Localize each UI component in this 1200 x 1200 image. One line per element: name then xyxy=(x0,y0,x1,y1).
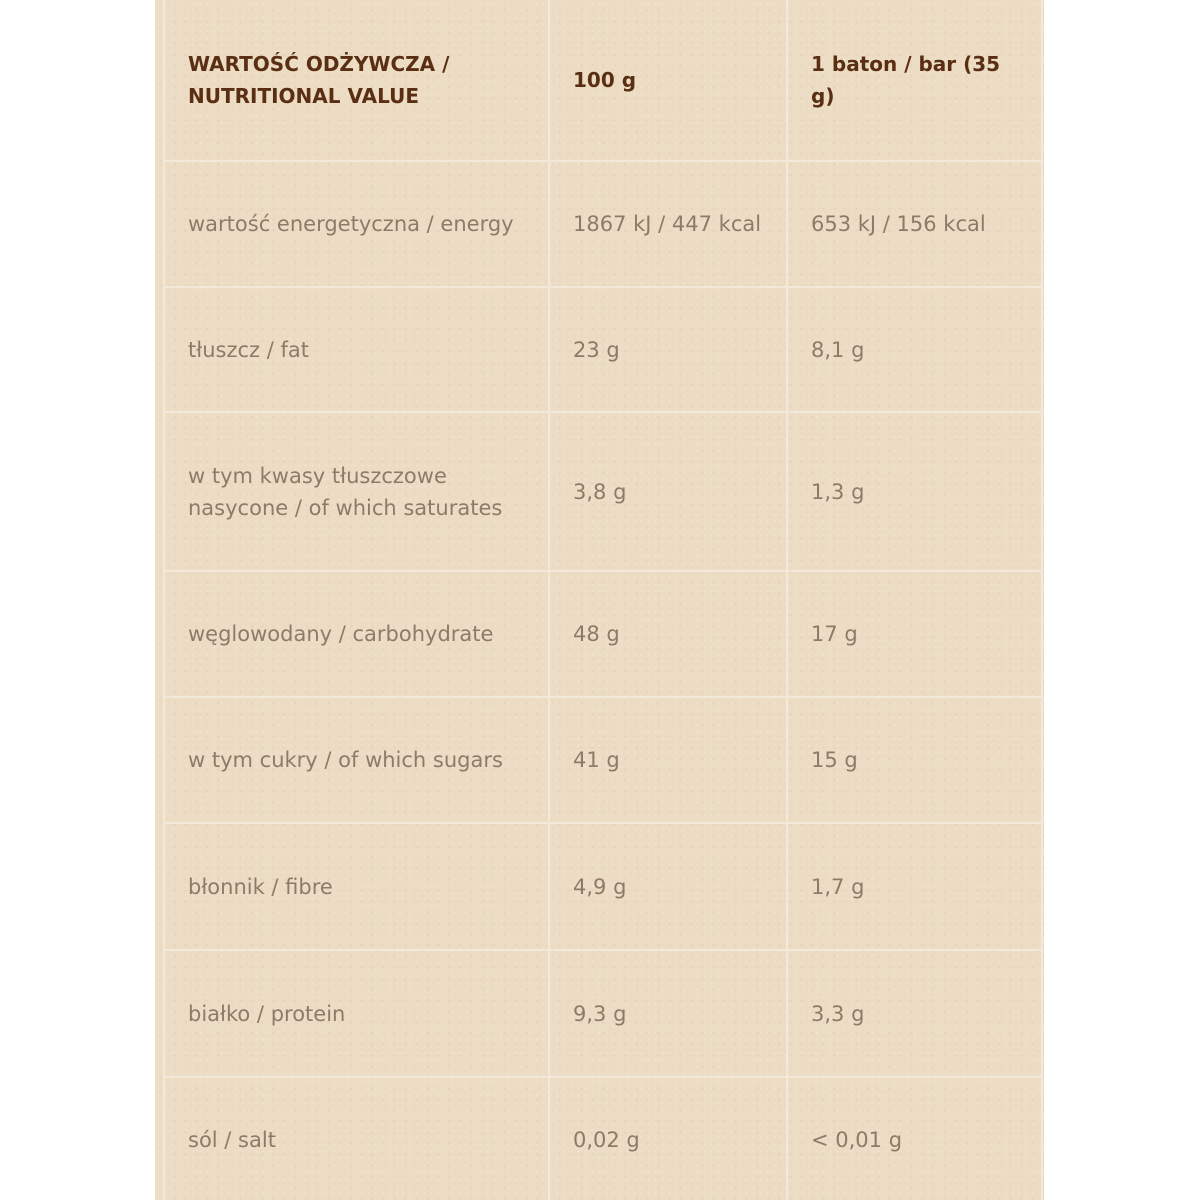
value-per-100g: 3,8 g xyxy=(549,412,787,571)
header-nutritional-value: WARTOŚĆ ODŻYWCZA / NUTRITIONAL VALUE xyxy=(164,0,549,161)
header-per-bar: 1 baton / bar (35 g) xyxy=(787,0,1042,161)
value-per-bar: 1,7 g xyxy=(787,823,1042,950)
row-label: wartość energetyczna / energy xyxy=(164,161,549,287)
row-label: tłuszcz / fat xyxy=(164,287,549,412)
table-row-protein xyxy=(164,950,1042,1077)
nutrition-table xyxy=(163,0,1043,1200)
header-per-100g: 100 g xyxy=(549,0,787,161)
row-label: sól / salt xyxy=(164,1077,549,1200)
row-label: błonnik / fibre xyxy=(164,823,549,950)
table-row-carbohydrate xyxy=(164,571,1042,697)
value-per-100g: 23 g xyxy=(549,287,787,412)
value-per-bar: 15 g xyxy=(787,697,1042,823)
value-per-bar: 17 g xyxy=(787,571,1042,697)
table-row-salt xyxy=(164,1077,1042,1200)
value-per-100g: 41 g xyxy=(549,697,787,823)
row-label: w tym kwasy tłuszczowe nasycone / of which saturates xyxy=(164,412,549,571)
value-per-100g: 0,02 g xyxy=(549,1077,787,1200)
value-per-bar: 653 kJ / 156 kcal xyxy=(787,161,1042,287)
value-per-100g: 9,3 g xyxy=(549,950,787,1077)
row-label: białko / protein xyxy=(164,950,549,1077)
value-per-bar: 8,1 g xyxy=(787,287,1042,412)
value-per-100g: 48 g xyxy=(549,571,787,697)
value-per-100g: 1867 kJ / 447 kcal xyxy=(549,161,787,287)
table-row-sugars xyxy=(164,697,1042,823)
table-row-energy xyxy=(164,161,1042,287)
table-header-row xyxy=(164,0,1042,161)
nutrition-panel xyxy=(155,0,1044,1200)
value-per-bar: < 0,01 g xyxy=(787,1077,1042,1200)
value-per-100g: 4,9 g xyxy=(549,823,787,950)
row-label: węglowodany / carbohydrate xyxy=(164,571,549,697)
value-per-bar: 1,3 g xyxy=(787,412,1042,571)
table-row-saturates xyxy=(164,412,1042,571)
value-per-bar: 3,3 g xyxy=(787,950,1042,1077)
table-row-fat xyxy=(164,287,1042,412)
row-label: w tym cukry / of which sugars xyxy=(164,697,549,823)
table-row-fibre xyxy=(164,823,1042,950)
